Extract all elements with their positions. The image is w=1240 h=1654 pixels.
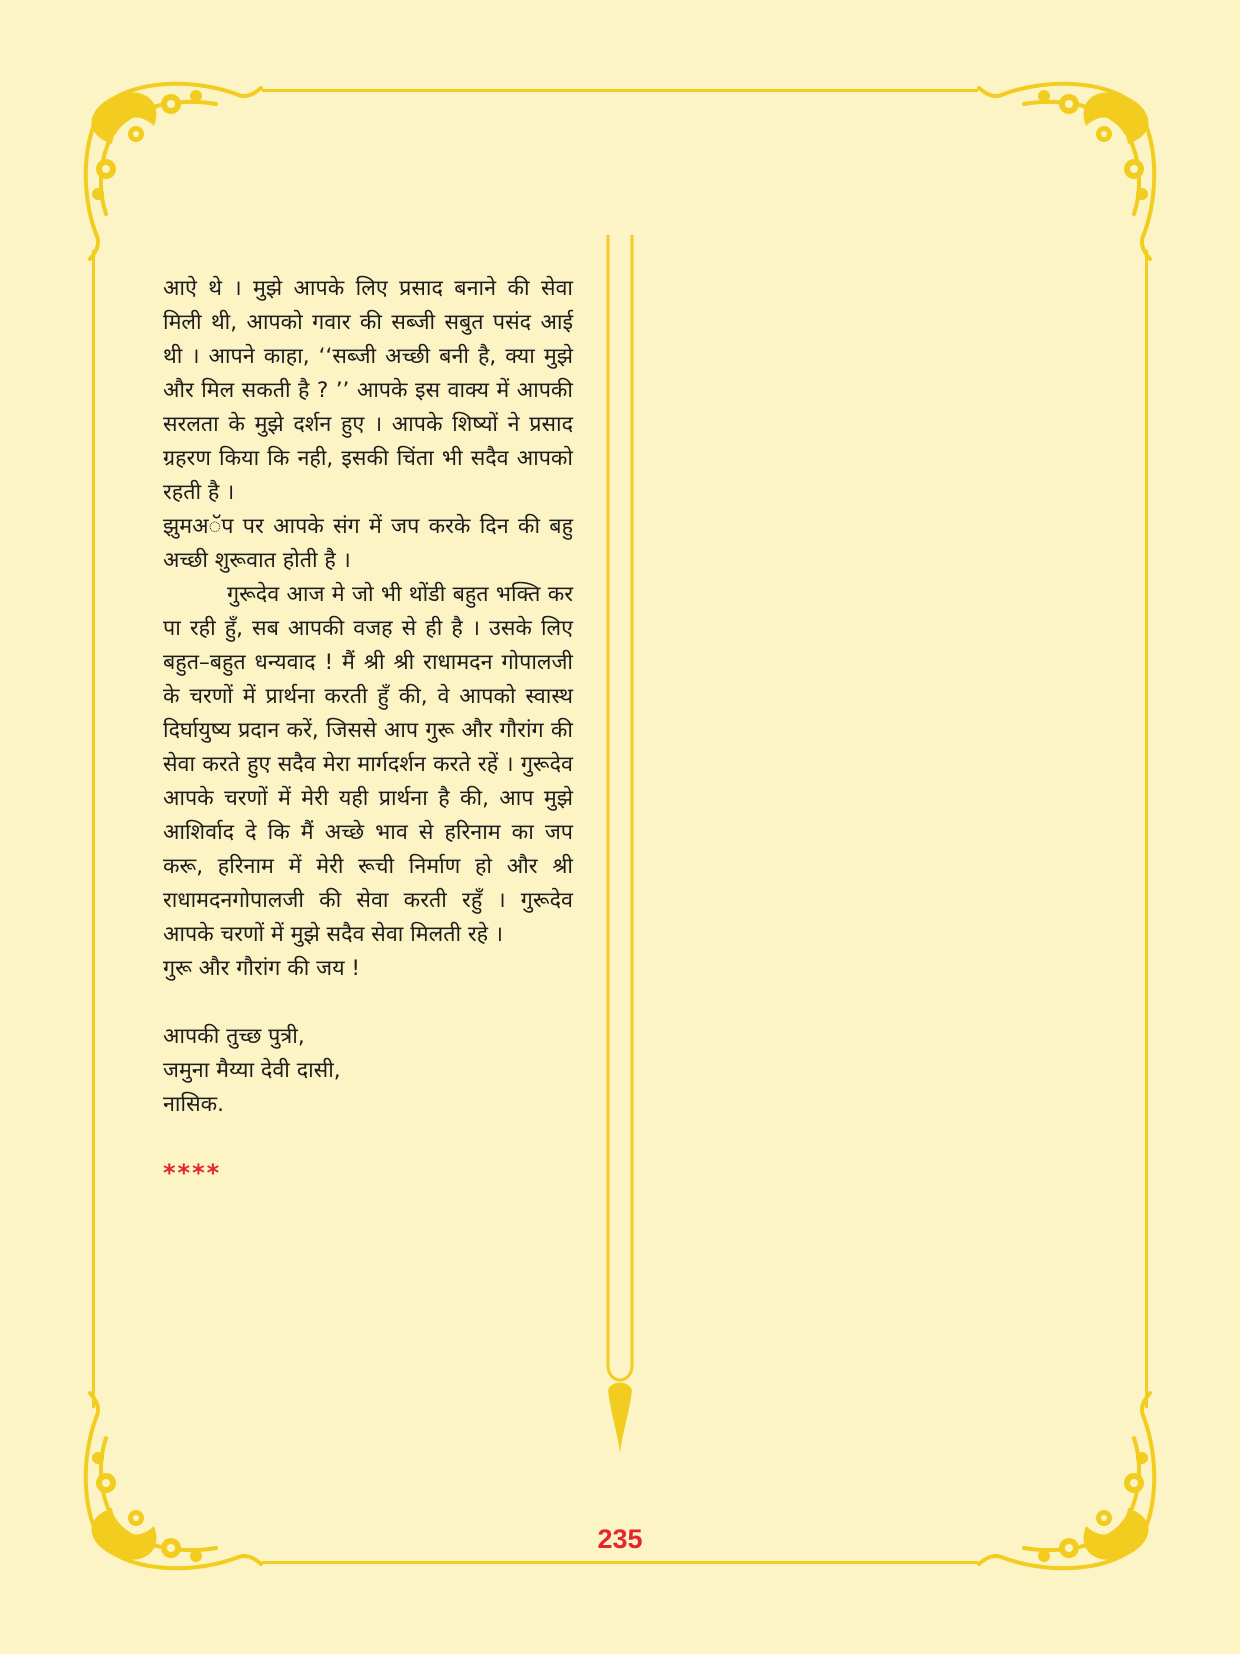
page-number: 235: [597, 1524, 643, 1554]
letter-paragraph: गुरू और गौरांग की जय !: [163, 956, 361, 981]
border-right-line: [1145, 250, 1148, 1408]
letter-signoff: [163, 1020, 573, 1122]
letter-paragraph: गुरूदेव आज मे जो भी थोंडी बहुत भक्ति कर पा रही हुँ, सब आपकी वजह से ही है । उसके लिए बहुत–बहुत धन्यवाद ! मैं श्री श्री राधामदन गोपालजी के चरणों में प्रार्थना करती हुँ की, वे आपको स्वास्थ दिर्घायुष्य प्रदान करें, जिससे आप गुरू और गौरांग की सेवा करते हुए सदैव मेरा मार्गदर्शन करते रहें । गुरूदेव आपके चरणों में मेरी यही प्रार्थना है की, आप मुझे आशिर्वाद दे कि मैं अच्छे भाव से हरिनाम का जप करू, हरिनाम में मेरी रूची निर्माण हो और श्री राधामदनगोपालजी की सेवा करती रहुँ । गुरूदेव आपके चरणों में मुझे सदैव सेवा मिलती रहे ।: [163, 582, 573, 947]
section-separator: ****: [163, 1159, 222, 1187]
signoff-line: आपकी तुच्छ पुत्री,: [163, 1024, 305, 1049]
signoff-line: जमुना मैय्या देवी दासी,: [163, 1058, 341, 1083]
border-top-line: [262, 89, 978, 92]
floral-corner-icon: [974, 74, 1164, 264]
letter-paragraph: आऐ थे । मुझे आपके लिए प्रसाद बनाने की सेवा मिली थी, आपको गवार की सब्जी सबुत पसंद आई थी । आपने काहा, ‘‘सब्जी अच्छी बनी है, क्या मुझे और मिल सकती है ? ’’ आपके इस वाक्य में आपकी सरलता के मुझे दर्शन हुए । आपके शिष्यों ने प्रसाद ग्रहरण किया कि नही, इसकी चिंता भी सदैव आपको रहती है ।: [163, 276, 573, 505]
border-bottom-line: [262, 1561, 978, 1564]
signoff-line: नासिक.: [163, 1092, 224, 1117]
tilak-divider-icon: [600, 235, 640, 1455]
letter-body: [163, 272, 573, 1190]
floral-corner-icon: [76, 74, 266, 264]
letter-paragraph: झुमअॅप पर आपके संग में जप करके दिन की बहु अच्छी शुरूवात होती है ।: [163, 514, 573, 573]
border-left-line: [92, 250, 95, 1408]
